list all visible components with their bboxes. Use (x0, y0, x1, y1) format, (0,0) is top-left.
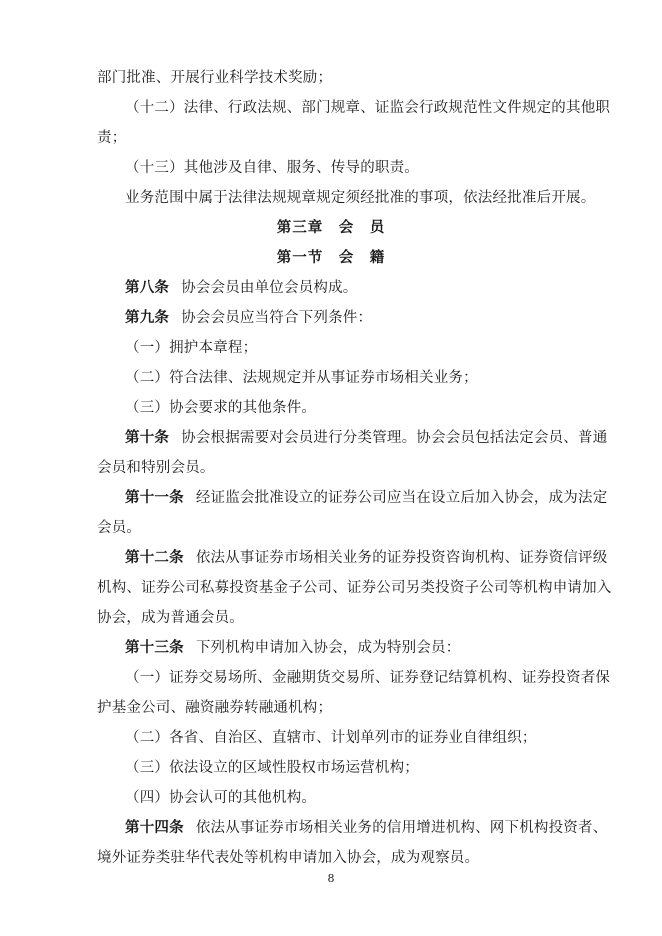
text-line: 境外证券类驻华代表处等机构申请加入协会，成为观察员。 (97, 850, 480, 866)
text-line: （二）符合法律、法规规定并从事证券市场相关业务； (125, 370, 478, 386)
text-line: （三）依法设立的区域性股权市场运营机构； (125, 760, 419, 776)
article-label: 第十条 (125, 430, 170, 446)
article-line: 第十四条 依法从事证券市场相关业务的信用增进机构、网下机构投资者、 (125, 820, 608, 836)
chapter-heading: 第三章 会 员 (276, 220, 386, 236)
article-label: 第九条 (125, 310, 170, 326)
text-line: 协会，成为普通会员。 (97, 610, 244, 626)
text-line: 护基金公司、融资融券转融通机构； (97, 700, 333, 716)
text-line: 会员。 (97, 520, 142, 536)
article-line: 第十条 协会根据需要对会员进行分类管理。协会会员包括法定会员、普通 (125, 430, 608, 446)
text-line: （三）协会要求的其他条件。 (125, 400, 317, 416)
text-line: 业务范围中属于法律法规规章规定须经批准的事项，依法经批准后开展。 (125, 190, 596, 206)
text-line: （一）证券交易场所、金融期货交易所、证券登记结算机构、证券投资者保 (125, 670, 611, 686)
text-line: 部门批准、开展行业科学技术奖励； (97, 70, 333, 86)
article-line: 第八条 协会会员由单位会员构成。 (125, 280, 358, 296)
text-line: 责； (97, 130, 127, 146)
text-line: 会员和特别会员。 (97, 460, 215, 476)
page-number: 8 (327, 872, 335, 885)
article-label: 第十一条 (125, 490, 184, 506)
text-line: （四）协会认可的其他机构。 (125, 790, 317, 806)
article-line: 第十二条 依法从事证券市场相关业务的证券投资咨询机构、证券资信评级 (125, 550, 608, 566)
text-line: 机构、证券公司私募投资基金子公司、证券公司另类投资子公司等机构申请加入 (97, 580, 612, 596)
text-line: （二）各省、自治区、直辖市、计划单列市的证券业自律组织； (125, 730, 537, 746)
text-line: （一）拥护本章程； (125, 340, 258, 356)
article-label: 第十四条 (125, 820, 184, 836)
article-label: 第十三条 (125, 640, 184, 656)
text-line: （十二）法律、行政法规、部门规章、证监会行政规范性文件规定的其他职 (125, 100, 611, 116)
text-line: （十三）其他涉及自律、服务、传导的职责。 (125, 160, 419, 176)
article-label: 第十二条 (125, 550, 184, 566)
article-line: 第十一条 经证监会批准设立的证券公司应当在设立后加入协会，成为法定 (125, 490, 608, 506)
section-heading: 第一节 会 籍 (276, 250, 386, 266)
article-line: 第十三条 下列机构申请加入协会，成为特别会员： (125, 640, 461, 656)
article-line: 第九条 协会会员应当符合下列条件： (125, 310, 373, 326)
article-label: 第八条 (125, 280, 170, 296)
